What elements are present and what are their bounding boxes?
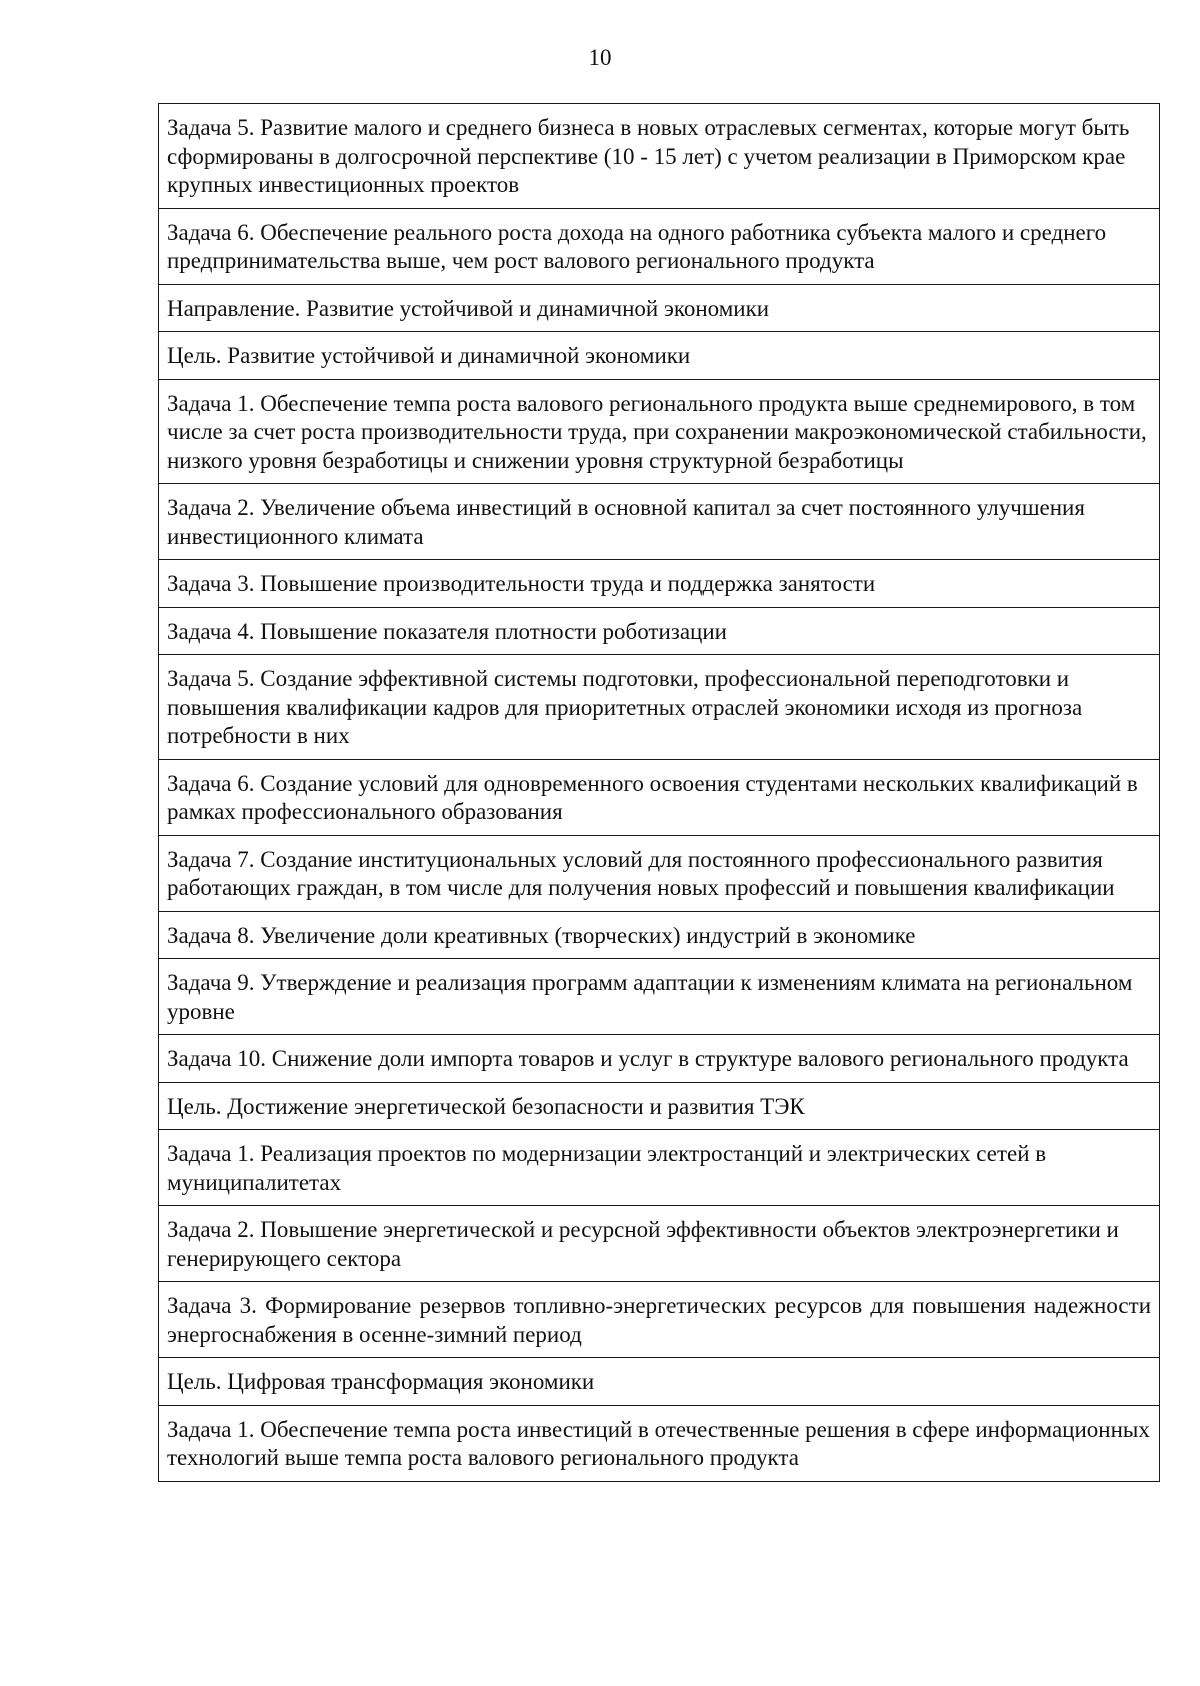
table-row (159, 332, 1160, 380)
table-cell: Цель. Развитие устойчивой и динамичной экономики (159, 332, 1160, 380)
table-row (159, 1206, 1160, 1282)
table-row (159, 484, 1160, 560)
table-row (159, 655, 1160, 760)
table-cell: Задача 6. Обеспечение реального роста дохода на одного работника субъекта малого и среднего предпринимательства выше, чем рост валового регионального продукта (159, 208, 1160, 284)
table-cell: Цель. Цифровая трансформация экономики (159, 1358, 1160, 1406)
table-row (159, 1282, 1160, 1358)
table-row (159, 1082, 1160, 1130)
table-row (159, 835, 1160, 911)
table-cell: Направление. Развитие устойчивой и динамичной экономики (159, 284, 1160, 332)
table-row (159, 759, 1160, 835)
tasks-table (158, 103, 1160, 1482)
table-cell: Задача 2. Повышение энергетической и ресурсной эффективности объектов электроэнергетики и генерирующего сектора (159, 1206, 1160, 1282)
table-row (159, 911, 1160, 959)
table-cell: Задача 8. Увеличение доли креативных (творческих) индустрий в экономике (159, 911, 1160, 959)
table-cell: Задача 5. Создание эффективной системы подготовки, профессиональной переподготовки и повышения квалификации кадров для приоритетных отраслей экономики исходя из прогноза потребности в них (159, 655, 1160, 760)
table-row (159, 379, 1160, 484)
table-row (159, 1035, 1160, 1083)
table-row (159, 607, 1160, 655)
table-row (159, 1358, 1160, 1406)
table-cell: Задача 3. Повышение производительности труда и поддержка занятости (159, 560, 1160, 608)
table-row (159, 1130, 1160, 1206)
table-cell: Задача 4. Повышение показателя плотности роботизации (159, 607, 1160, 655)
table-cell: Задача 5. Развитие малого и среднего бизнеса в новых отраслевых сегментах, которые могут быть сформированы в долгосрочной перспективе (10 - 15 лет) с учетом реализации в Приморском крае крупных инвестиционных проектов (159, 104, 1160, 209)
table-cell: Задача 1. Реализация проектов по модернизации электростанций и электрических сетей в муниципалитетах (159, 1130, 1160, 1206)
table-row (159, 208, 1160, 284)
table-row (159, 560, 1160, 608)
table-cell: Задача 1. Обеспечение темпа роста валового регионального продукта выше среднемирового, в том числе за счет роста производительности труда, при сохранении макроэкономической стабильности, низкого уровня безработицы и снижении уровня структурной безработицы (159, 379, 1160, 484)
table-row (159, 284, 1160, 332)
table-row (159, 1405, 1160, 1481)
table-row (159, 104, 1160, 209)
table-cell: Задача 6. Создание условий для одновременного освоения студентами нескольких квалификаций в рамках профессионального образования (159, 759, 1160, 835)
page-number: 10 (588, 45, 612, 70)
table-cell: Задача 7. Создание институциональных условий для постоянного профессионального развития работающих граждан, в том числе для получения новых профессий и повышения квалификации (159, 835, 1160, 911)
table-cell: Задача 9. Утверждение и реализация программ адаптации к изменениям климата на региональном уровне (159, 959, 1160, 1035)
table-row (159, 959, 1160, 1035)
table-cell: Задача 10. Снижение доли импорта товаров и услуг в структуре валового регионального продукта (159, 1035, 1160, 1083)
table-cell: Задача 2. Увеличение объема инвестиций в основной капитал за счет постоянного улучшения инвестиционного климата (159, 484, 1160, 560)
table-cell: Цель. Достижение энергетической безопасности и развития ТЭК (159, 1082, 1160, 1130)
table-cell: Задача 3. Формирование резервов топливно-энергетических ресурсов для повышения надежности энергоснабжения в осенне-зимний период (159, 1282, 1160, 1358)
table-cell: Задача 1. Обеспечение темпа роста инвестиций в отечественные решения в сфере информационных технологий выше темпа роста валового регионального продукта (159, 1405, 1160, 1481)
